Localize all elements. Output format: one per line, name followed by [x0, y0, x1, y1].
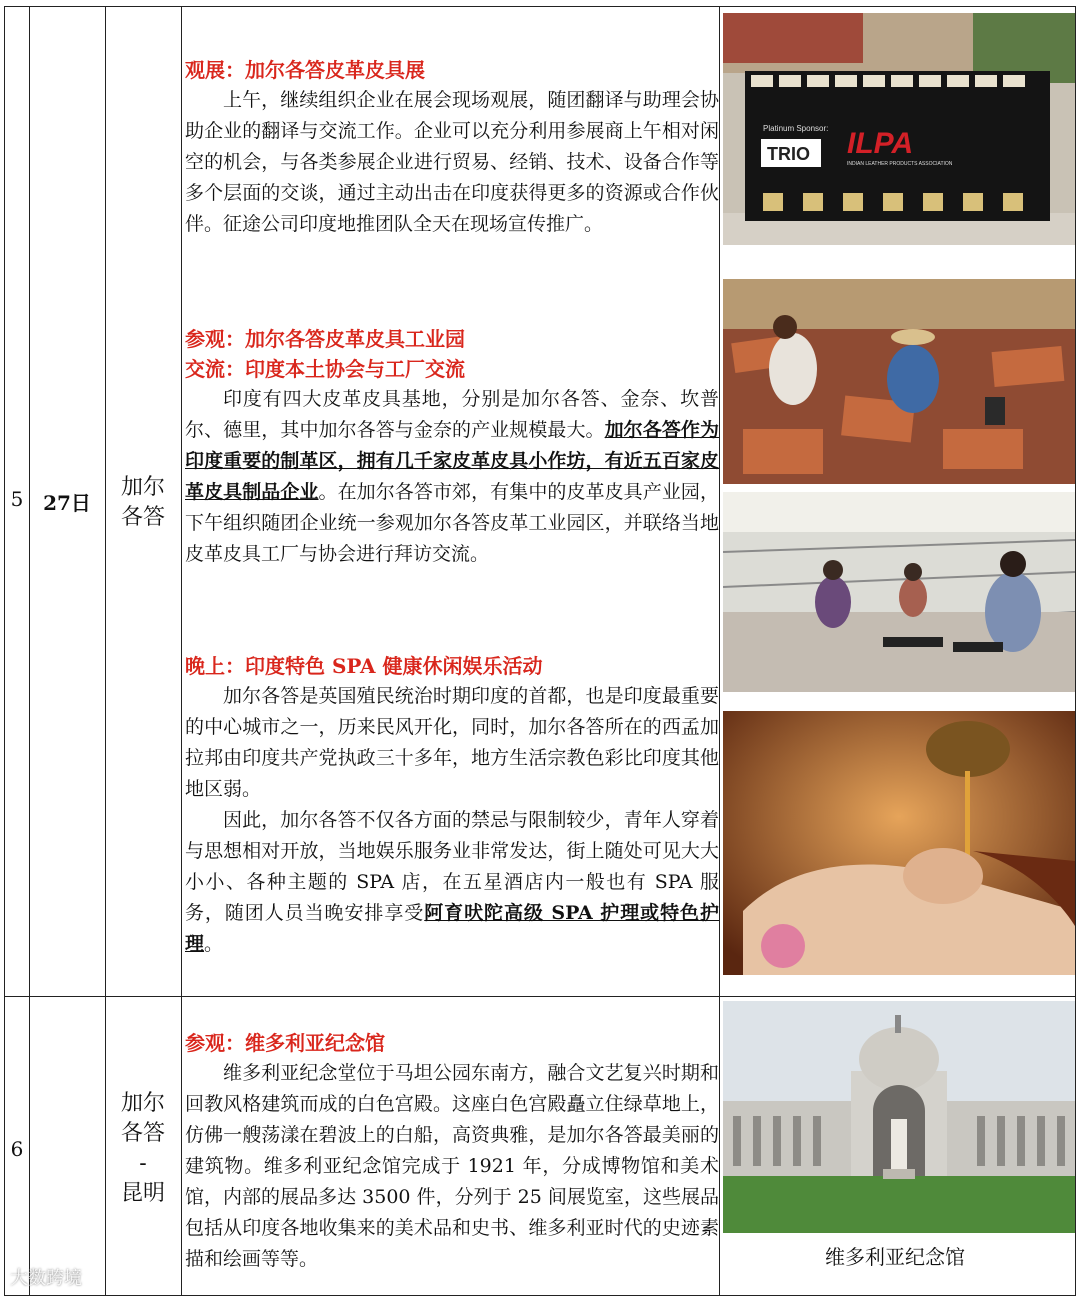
spa-highlight: 阿育吠陀高级 SPA 护理或特色护理	[185, 902, 719, 955]
spa-heading: 晚上：印度特色 SPA 健康休闲娱乐活动	[185, 654, 543, 678]
spa-paragraph-1: 加尔各答是英国殖民统治时期印度的首都，也是印度最重要的中心城市之一，历来民风开化，同时，加尔各答所在的西孟加拉邦由印度共产党执政三十多年，地方生活宗教色彩比印度其他地区弱。	[185, 685, 719, 800]
expo-billboard-photo	[723, 13, 1075, 245]
victoria-paragraph: 维多利亚纪念堂位于马坦公园东南方，融合文艺复兴时期和回教风格建筑而成的白色宫殿。这座白色宫殿矗立住绿草地上，仿佛一艘荡漾在碧波上的白船，高资典雅，是加尔各答最美丽的建筑物。维多利亚纪念馆完成于 1921 年，分成博物馆和美术馆，内部的展品多达 3500 件，分列于 25 间展览室，这些展品包括从印度各地收集来的美术品和史书、维多利亚时代的史迹素描和绘画等等。	[185, 1062, 719, 1270]
exchange-heading: 交流：印度本土协会与工厂交流	[185, 357, 465, 381]
row-date: 27日	[43, 491, 91, 515]
park-text: 印度有四大皮革皮具基地，分别是加尔各答、金奈、坎普尔、德里，其中加尔各答与金奈的产业规模最大。	[185, 388, 719, 441]
victoria-heading: 参观：维多利亚纪念馆	[185, 1031, 385, 1055]
spa-text-after: 。	[204, 933, 224, 955]
watermark: 大数跨境	[10, 1268, 82, 1289]
row-divider	[5, 996, 1075, 997]
leather-factory-photo	[723, 492, 1075, 692]
city-line: 各答	[121, 1121, 166, 1146]
row-city: 加尔各答	[121, 475, 166, 530]
spa-paragraph-2	[185, 805, 719, 960]
spa-text: 因此，加尔各答不仅各方面的禁忌与限制较少，青年人穿着与思想相对开放，当地娱乐服务业非常发达，街上随处可见大大小小、各种主题的 SPA 店，在五星酒店内一般也有 SPA 服务，随团人员当晚安排享受	[185, 809, 719, 924]
trio-logo: TRIO	[767, 144, 810, 164]
city-dash: -	[139, 1151, 147, 1176]
expo-block	[185, 55, 719, 240]
row-number: 6	[10, 1137, 24, 1161]
row-city	[121, 1089, 165, 1209]
expo-paragraph: 上午，继续组织企业在展会现场观展，随团翻译与助理会协助企业的翻译与交流工作。企业可以充分利用参展商上午相对闲空的机会，与各类参展企业进行贸易、经销、技术、设备合作等多个层面的交谈，通过主动出击在印度获得更多的资源或合作伙伴。征途公司印度地推团队全天在现场宣传推广。	[185, 89, 719, 235]
industrial-park-block	[185, 324, 719, 570]
ilpa-subtitle: INDIAN LEATHER PRODUCTS ASSOCIATION	[847, 161, 953, 167]
park-paragraph	[185, 384, 719, 570]
city-line: 昆明	[121, 1181, 166, 1206]
platinum-sponsor-text: Platinum Sponsor:	[763, 124, 829, 133]
spa-photo	[723, 711, 1075, 975]
city-line: 加尔	[121, 1091, 166, 1116]
park-text-after: 。在加尔各答市郊，有集中的皮革皮具产业园，下午组织随团企业统一参观加尔各答皮革工业园区，并联络当地皮革皮具工厂与协会进行拜访交流。	[185, 481, 719, 565]
victoria-block	[185, 1028, 719, 1275]
col-divider	[719, 7, 720, 1295]
expo-heading: 观展：加尔各答皮革皮具展	[185, 58, 425, 82]
col-divider	[105, 7, 106, 1295]
col-divider	[29, 7, 30, 1295]
victoria-caption: 维多利亚纪念馆	[825, 1245, 965, 1269]
col-divider	[181, 7, 182, 1295]
leather-workers-photo	[723, 279, 1075, 484]
park-highlight: 加尔各答作为印度重要的制革区，拥有几千家皮革皮具小作坊，有近五百家皮革皮具制品企业	[185, 419, 719, 503]
ilpa-logo: ILPA	[847, 127, 914, 160]
park-heading: 参观：加尔各答皮革皮具工业园	[185, 327, 465, 351]
spa-block	[185, 651, 719, 960]
row-number: 5	[10, 487, 24, 511]
itinerary-table	[4, 6, 1076, 1296]
victoria-memorial-photo	[723, 1001, 1075, 1233]
